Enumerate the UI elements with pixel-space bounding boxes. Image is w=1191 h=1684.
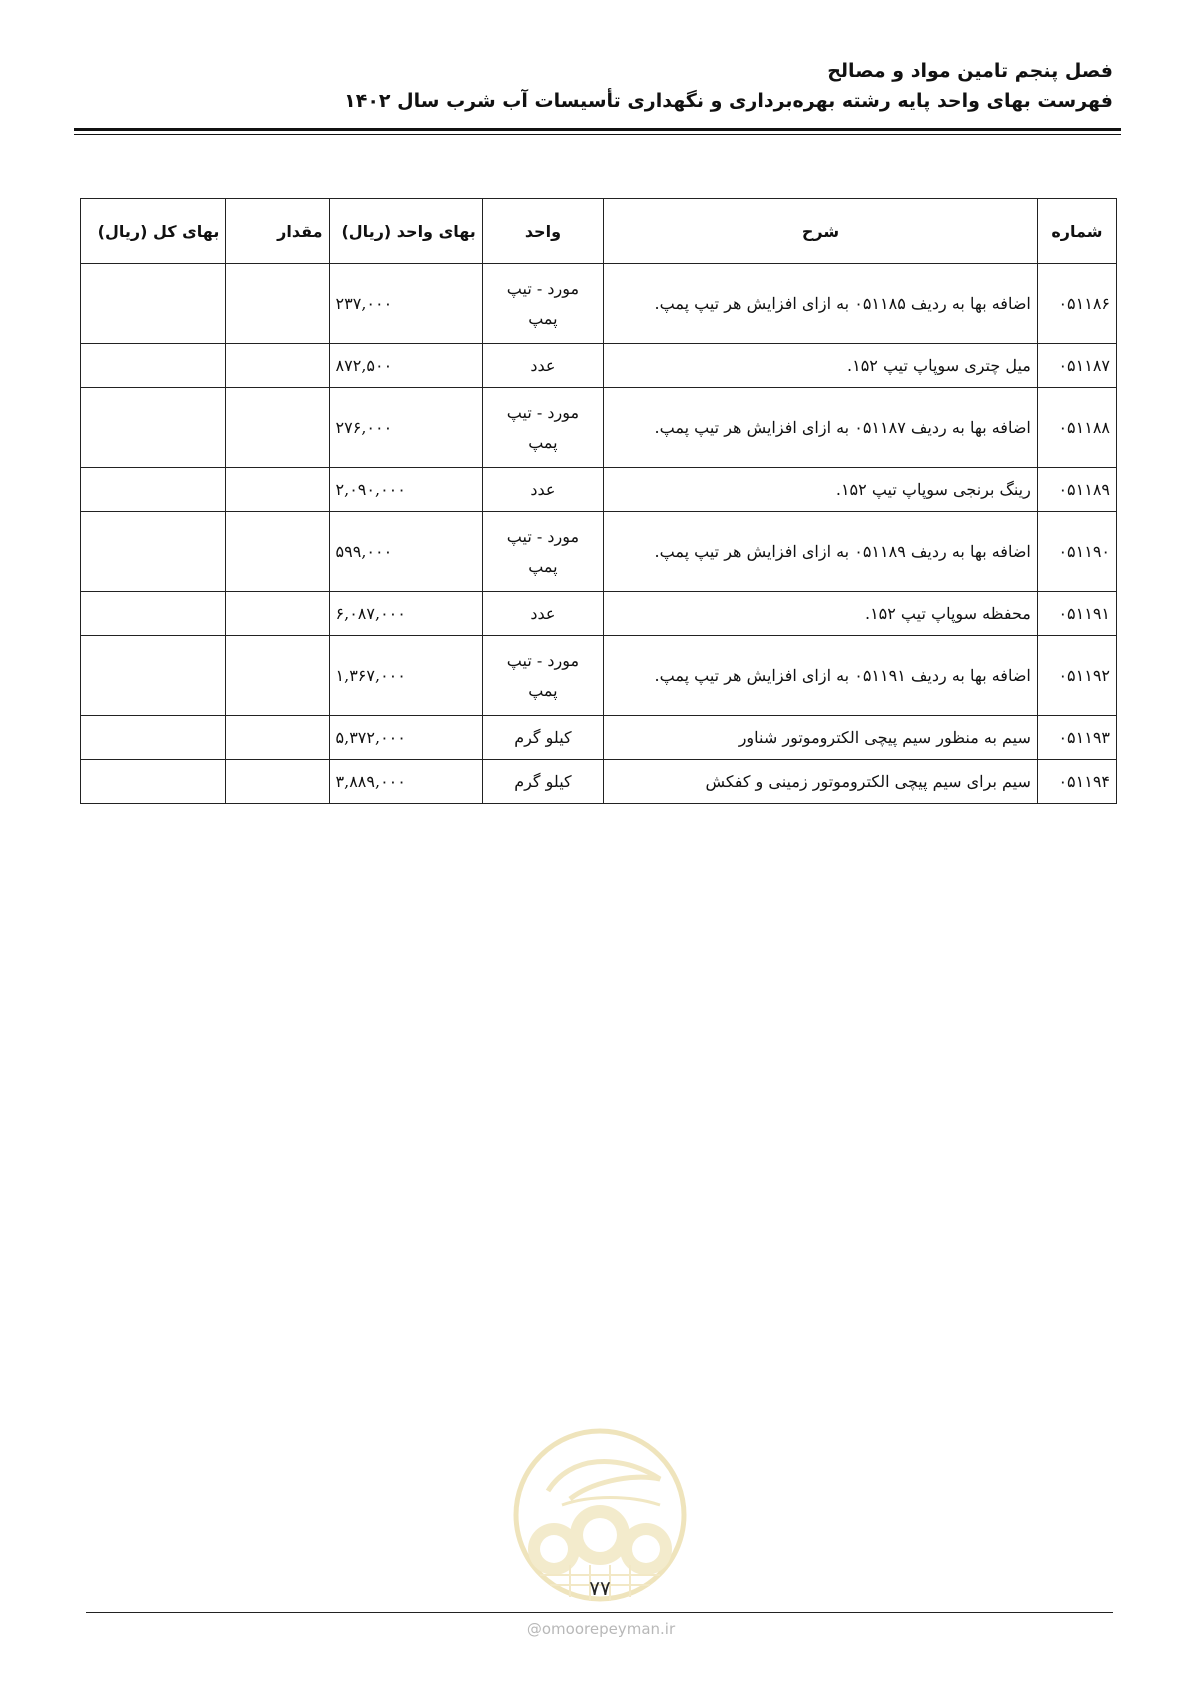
- item-number: ۰۵۱۱۹۴: [1037, 760, 1116, 804]
- page-number: ۷۷: [589, 1576, 611, 1600]
- item-number: ۰۵۱۱۹۱: [1037, 592, 1116, 636]
- item-quantity: [226, 760, 329, 804]
- item-description: محفظه سوپاپ تیپ ۱۵۲.: [604, 592, 1038, 636]
- item-number: ۰۵۱۱۸۶: [1037, 264, 1116, 344]
- item-unit: عدد: [482, 468, 603, 512]
- item-unit: [482, 264, 603, 344]
- item-number: ۰۵۱۱۹۰: [1037, 512, 1116, 592]
- table-row: [81, 716, 1117, 760]
- item-unit: [482, 636, 603, 716]
- chapter-title: فصل پنجم تامین مواد و مصالح: [827, 60, 1113, 82]
- table-row: [81, 636, 1117, 716]
- item-unit-price: ۲,۰۹۰,۰۰۰: [329, 468, 482, 512]
- page-header: [73, 56, 1113, 116]
- item-quantity: [226, 716, 329, 760]
- item-unit-line2: پمپ: [528, 432, 558, 452]
- item-unit-line2: پمپ: [528, 556, 558, 576]
- item-description: سیم به منظور سیم پیچی الکتروموتور شناور: [604, 716, 1038, 760]
- item-total-price: [81, 344, 226, 388]
- item-unit-price: ۳,۸۸۹,۰۰۰: [329, 760, 482, 804]
- item-unit: کیلو گرم: [482, 716, 603, 760]
- column-header-description: شرح: [604, 199, 1038, 264]
- table-row: [81, 264, 1117, 344]
- item-unit-price: ۲۷۶,۰۰۰: [329, 388, 482, 468]
- item-number: ۰۵۱۱۹۲: [1037, 636, 1116, 716]
- item-unit-price: ۸۷۲,۵۰۰: [329, 344, 482, 388]
- item-unit: [482, 388, 603, 468]
- item-description: اضافه بها به ردیف ۰۵۱۱۸۵ به ازای افزایش هر تیپ پمپ.: [604, 264, 1038, 344]
- item-total-price: [81, 592, 226, 636]
- table-row: [81, 592, 1117, 636]
- watermark-url: @omoorepeyman.ir: [526, 1620, 676, 1638]
- table-row: [81, 388, 1117, 468]
- column-header-number: شماره: [1037, 199, 1116, 264]
- item-unit-line2: پمپ: [528, 680, 558, 700]
- item-description: اضافه بها به ردیف ۰۵۱۱۸۹ به ازای افزایش هر تیپ پمپ.: [604, 512, 1038, 592]
- item-description: سیم برای سیم پیچی الکتروموتور زمینی و کفکش: [604, 760, 1038, 804]
- item-total-price: [81, 636, 226, 716]
- item-description: میل چتری سوپاپ تیپ ۱۵۲.: [604, 344, 1038, 388]
- item-total-price: [81, 264, 226, 344]
- price-table: [80, 198, 1117, 804]
- item-unit: عدد: [482, 344, 603, 388]
- item-number: ۰۵۱۱۸۹: [1037, 468, 1116, 512]
- item-unit-line1: مورد - تیپ: [506, 402, 580, 422]
- item-quantity: [226, 388, 329, 468]
- item-number: ۰۵۱۱۸۸: [1037, 388, 1116, 468]
- item-quantity: [226, 468, 329, 512]
- item-number: ۰۵۱۱۸۷: [1037, 344, 1116, 388]
- item-unit-line1: مورد - تیپ: [506, 650, 580, 670]
- item-unit-price: ۱,۳۶۷,۰۰۰: [329, 636, 482, 716]
- item-unit-line2: پمپ: [528, 308, 558, 328]
- item-unit: [482, 512, 603, 592]
- price-list-title: فهرست بهای واحد پایه رشته بهره‌برداری و نگهداری تأسیسات آب شرب سال ۱۴۰۲: [344, 90, 1113, 112]
- item-unit-price: ۵۹۹,۰۰۰: [329, 512, 482, 592]
- item-total-price: [81, 760, 226, 804]
- item-total-price: [81, 512, 226, 592]
- table-row: [81, 344, 1117, 388]
- item-unit-line1: مورد - تیپ: [506, 278, 580, 298]
- item-unit: کیلو گرم: [482, 760, 603, 804]
- column-header-unit: واحد: [482, 199, 603, 264]
- item-unit-price: ۶,۰۸۷,۰۰۰: [329, 592, 482, 636]
- column-header-quantity: مقدار: [226, 199, 329, 264]
- item-number: ۰۵۱۱۹۳: [1037, 716, 1116, 760]
- item-description: اضافه بها به ردیف ۰۵۱۱۸۷ به ازای افزایش هر تیپ پمپ.: [604, 388, 1038, 468]
- item-unit-line1: مورد - تیپ: [506, 526, 580, 546]
- item-total-price: [81, 716, 226, 760]
- header-rule-thin: [74, 134, 1121, 135]
- item-unit-price: ۵,۳۷۲,۰۰۰: [329, 716, 482, 760]
- item-quantity: [226, 344, 329, 388]
- column-header-unit-price: بهای واحد (ریال): [329, 199, 482, 264]
- item-unit-price: ۲۳۷,۰۰۰: [329, 264, 482, 344]
- item-quantity: [226, 264, 329, 344]
- item-total-price: [81, 388, 226, 468]
- item-quantity: [226, 636, 329, 716]
- header-rule-thick: [74, 128, 1121, 131]
- table-row: [81, 760, 1117, 804]
- item-quantity: [226, 592, 329, 636]
- item-quantity: [226, 512, 329, 592]
- table-row: [81, 468, 1117, 512]
- table-row: [81, 512, 1117, 592]
- footer-rule: [86, 1612, 1113, 1613]
- column-header-total-price: بهای کل (ریال): [81, 199, 226, 264]
- item-description: اضافه بها به ردیف ۰۵۱۱۹۱ به ازای افزایش هر تیپ پمپ.: [604, 636, 1038, 716]
- table-header-row: [81, 199, 1117, 264]
- item-unit: عدد: [482, 592, 603, 636]
- item-description: رینگ برنجی سوپاپ تیپ ۱۵۲.: [604, 468, 1038, 512]
- item-total-price: [81, 468, 226, 512]
